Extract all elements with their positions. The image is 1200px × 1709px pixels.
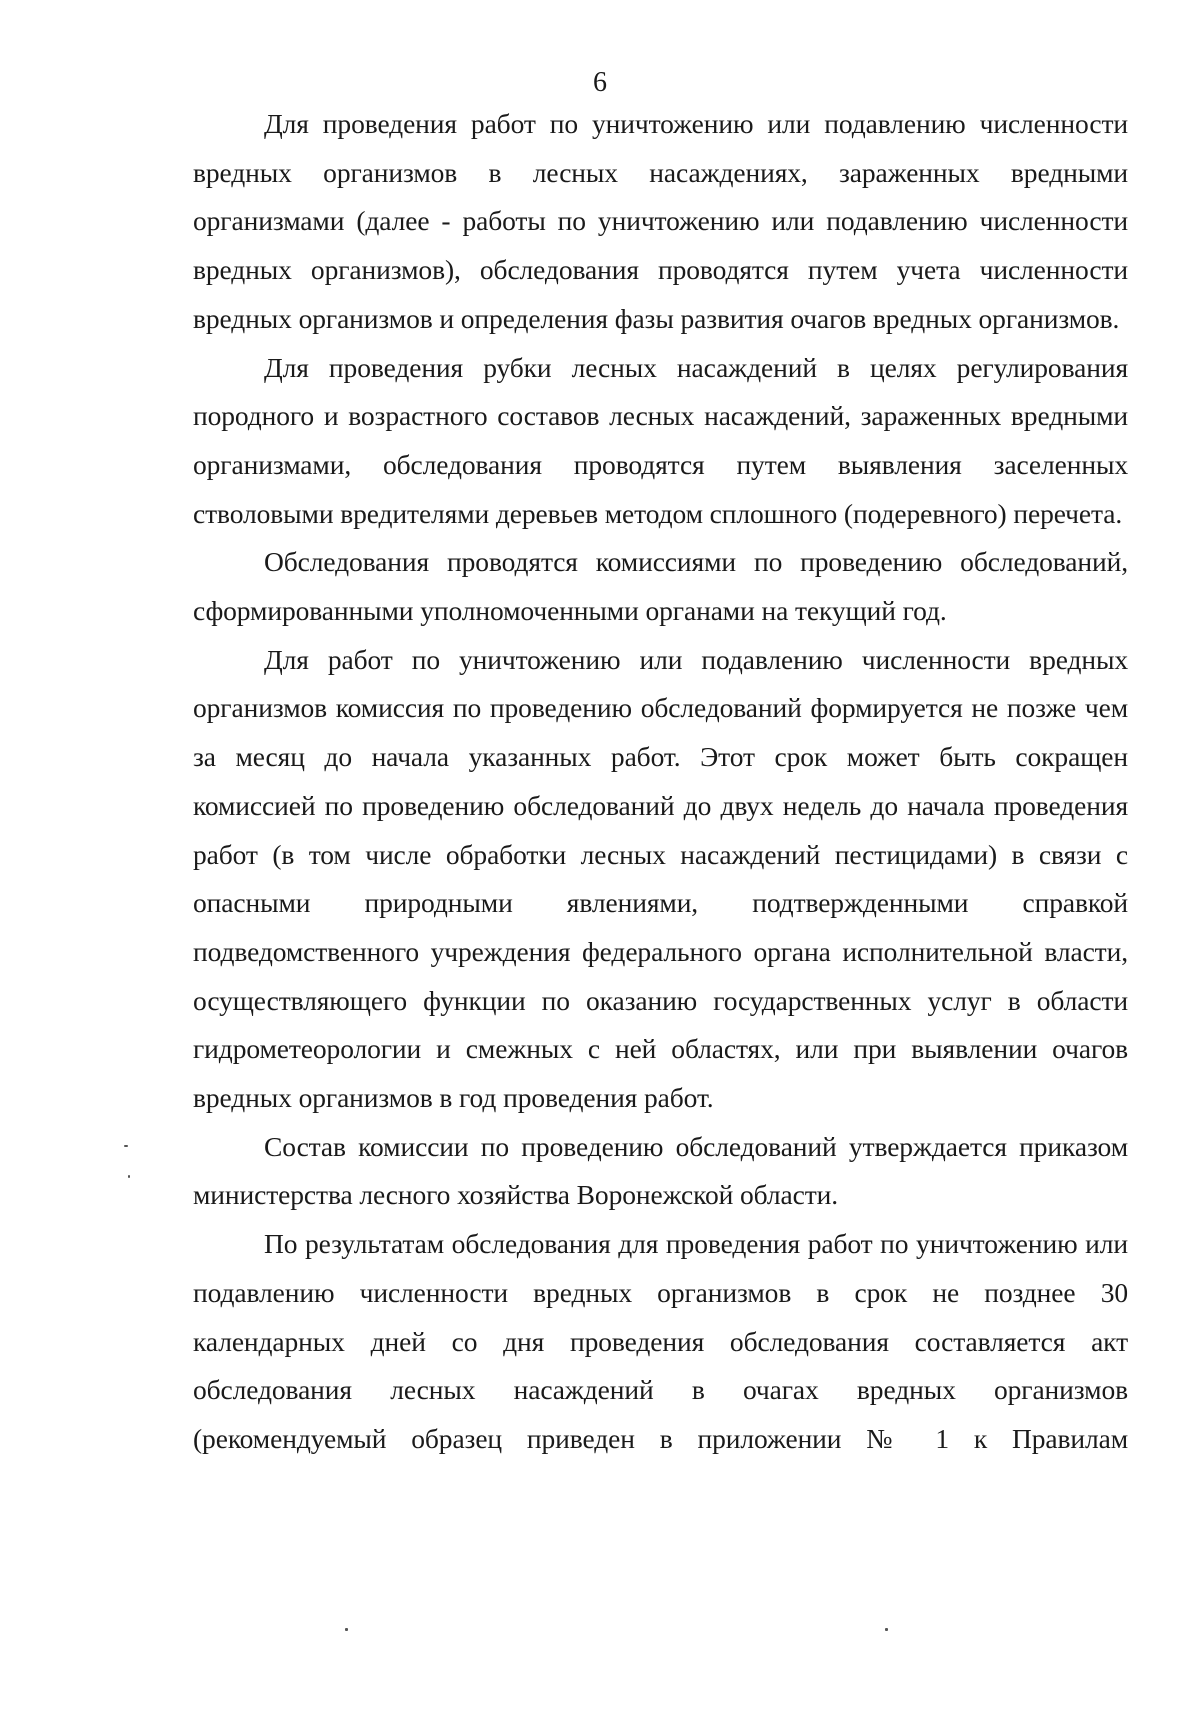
document-body — [193, 100, 1128, 1464]
scan-speck — [885, 1628, 888, 1631]
page-number: 6 — [593, 67, 607, 98]
paragraph: По результатам обследования для проведения работ по уничтожению или подавлению численности вредных организмов в срок не позднее 30 календарных дней со дня проведения обследования составляется акт обследования лесных насаждений в очагах вредных организмов (рекомендуемый образец приведен в приложении № 1 к Правилам — [193, 1228, 1128, 1454]
scan-speck — [128, 1175, 130, 1178]
scan-speck — [345, 1628, 348, 1631]
paragraph: Для проведения рубки лесных насаждений в целях регулирования породного и возрастного составов лесных насаждений, зараженных вредными организмами, обследования проводятся путем выявления заселенных стволовыми вредителями деревьев методом сплошного (подеревного) перечета. — [193, 351, 1128, 529]
paragraph: Для работ по уничтожению или подавлению численности вредных организмов комиссия по проведению обследований формируется не позже чем за месяц до начала указанных работ. Этот срок может быть сокращен комиссией по проведению обследований до двух недель до начала проведения работ (в том числе обработки лесных насаждений пестицидами) в связи с опасными природными явлениями, подтвержденными справкой подведомственного учреждения федерального органа исполнительной власти, осуществляющего функции по оказанию государственных услуг в области гидрометеорологии и смежных с ней областях, или при выявлении очагов вредных организмов в год проведения работ. — [193, 643, 1128, 1114]
paragraph: Состав комиссии по проведению обследований утверждается приказом министерства лесного хозяйства Воронежской области. — [193, 1130, 1128, 1211]
paragraph: Обследования проводятся комиссиями по проведению обследований, сформированными уполномоченными органами на текущий год. — [193, 546, 1128, 627]
paragraph: Для проведения работ по уничтожению или подавлению численности вредных организмов в лесных насаждениях, зараженных вредными организмами (далее - работы по уничтожению или подавлению численности вредных организмов), обследования проводятся путем учета численности вредных организмов и определения фазы развития очагов вредных организмов. — [193, 108, 1128, 334]
scan-speck — [124, 1145, 128, 1147]
